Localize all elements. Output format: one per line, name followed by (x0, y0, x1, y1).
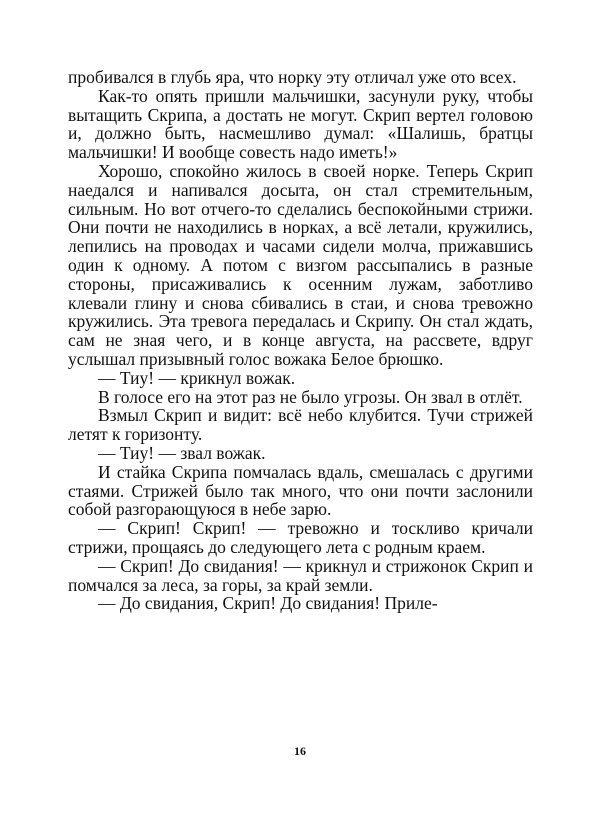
paragraph-7: — Тиу! — звал вожак. (98, 442, 266, 463)
paragraph-10: — Скрип! До свидания! — крикнул и стрижонок Скрип и помчался за леса, за горы, за край земли. (68, 555, 533, 595)
paragraph-6: Взмыл Скрип и видит: всё небо клубится. Тучи стрижей летят к горизонту. (68, 405, 533, 445)
paragraph-4: — Тиу! — крикнул вожак. (98, 367, 296, 388)
page-text (68, 68, 533, 613)
paragraph-1: пробивался в глубь яра, что норку эту отличал уже ото всех. (68, 67, 517, 87)
paragraph-2: Как-то опять пришли мальчишки, засунули руку, чтобы вытащить Скрипа, а достать не могут. Скрип вертел головою и, должно быть, насмешливо думал: «Шалишь, братцы мальчишки! И вообще совесть надо иметь!» (68, 85, 533, 163)
page-number: 16 (294, 744, 306, 758)
paragraph-5: В голосе его на этот раз не было угрозы. Он звал в отлёт. (98, 386, 523, 407)
paragraph-9: — Скрип! Скрип! — тревожно и тоскливо кричали стрижи, прощаясь до следующего лета с родным краем. (68, 518, 533, 557)
paragraph-11: — До свидания, Скрип! До свидания! Приле- (98, 593, 438, 614)
paragraph-3: Хорошо, спокойно жилось в своей норке. Теперь Скрип наедался и напивался досыта, он стал стремительным, сильным. Но вот отчего-то сделались беспокойными стрижи. Они почти не находились в норках, а всё летали, кружились, лепились на проводах и часами сидели молча, прижавшись один к одному. А потом с визгом рассыпались в разные стороны, присаживались к осенним лужам, заботливо клевали глину и снова сбивались в стаи, и снова тревожно кружились. Эта тревога передалась и Скрипу. Он стал ждать, сам не зная чего, и в конце августа, на рассвете, вдруг услышал призывный голос вожака Белое брюшко. (68, 160, 533, 369)
paragraph-8: И стайка Скрипа помчалась вдаль, смешалась с другими стаями. Стрижей было так много, что они почти заслонили собой разгорающуюся в небе зарю. (68, 461, 533, 520)
